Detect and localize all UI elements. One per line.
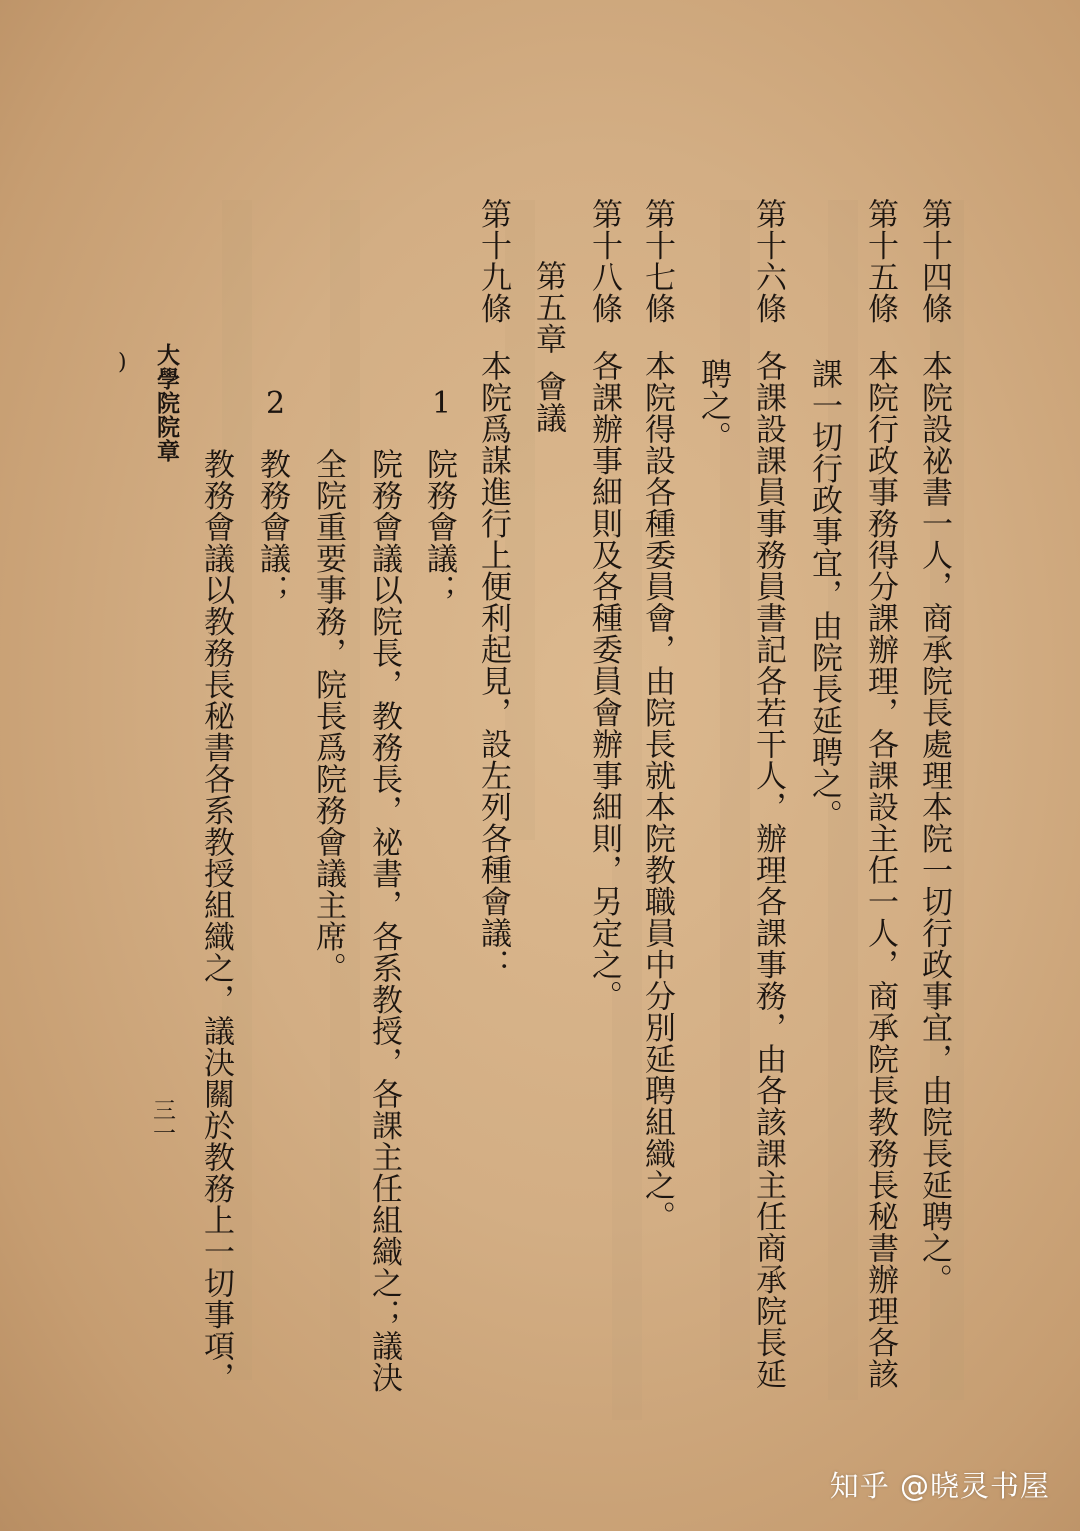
article-17-text: 本院得設各種委員會，由院長就本院教職員中分別延聘組織之。 [639, 350, 675, 1232]
article-15 [862, 198, 898, 1390]
item-1-title: 院務會議； [421, 448, 457, 606]
item-1-number: 1 [424, 386, 459, 422]
item-2-title: 教務會議； [254, 448, 290, 606]
article-18-text: 各課辦事細則及各種委員會辦事細則，另定之。 [586, 350, 622, 1012]
article-14 [916, 198, 952, 1295]
article-18 [586, 198, 622, 1012]
item-1-text-continuation: 全院重要事務，院長爲院務會議主席。 [310, 448, 346, 984]
chapter-5-heading [530, 260, 566, 434]
article-15-label: 第十五條 [862, 198, 898, 324]
article-18-label: 第十八條 [586, 198, 622, 324]
margin-mark: ) [118, 350, 127, 375]
item-2-text: 教務會議以教務長秘書各系教授組織之，議決關於教務上一切事項， [198, 448, 234, 1393]
article-19-label: 第十九條 [475, 198, 511, 324]
article-19-text: 本院爲謀進行上便利起見，設左列各種會議： [475, 350, 511, 980]
watermark: 知乎 @晓灵书屋 [829, 1469, 1050, 1503]
article-14-label: 第十四條 [916, 198, 952, 324]
article-16-text: 各課設課員事務員書記各若干人，辦理各課事務，由各該課主任商承院長延 [750, 350, 786, 1390]
article-16 [750, 198, 786, 1390]
running-header: 大學院院章 [153, 343, 180, 463]
article-17-label: 第十七條 [639, 198, 675, 324]
article-15-text: 本院行政事務得分課辦理，各課設主任一人，商承院長教務長秘書辦理各該 [862, 350, 898, 1390]
chapter-5-title: 會議 [530, 370, 566, 434]
page-number: 三一 [149, 1098, 175, 1144]
article-19 [475, 198, 511, 980]
article-14-text: 本院設祕書一人，商承院長處理本院一切行政事宜，由院長延聘之。 [916, 350, 952, 1295]
article-15-continuation: 課一切行政事宜，由院長延聘之。 [806, 358, 842, 831]
article-17 [639, 198, 675, 1232]
item-1-text: 院務會議以院長，教務長，祕書，各系教授，各課主任組織之；議決 [366, 448, 402, 1393]
article-16-label: 第十六條 [750, 198, 786, 324]
item-2-number: 2 [258, 386, 293, 422]
chapter-5-label: 第五章 [530, 260, 566, 355]
article-16-continuation: 聘之。 [695, 358, 731, 453]
